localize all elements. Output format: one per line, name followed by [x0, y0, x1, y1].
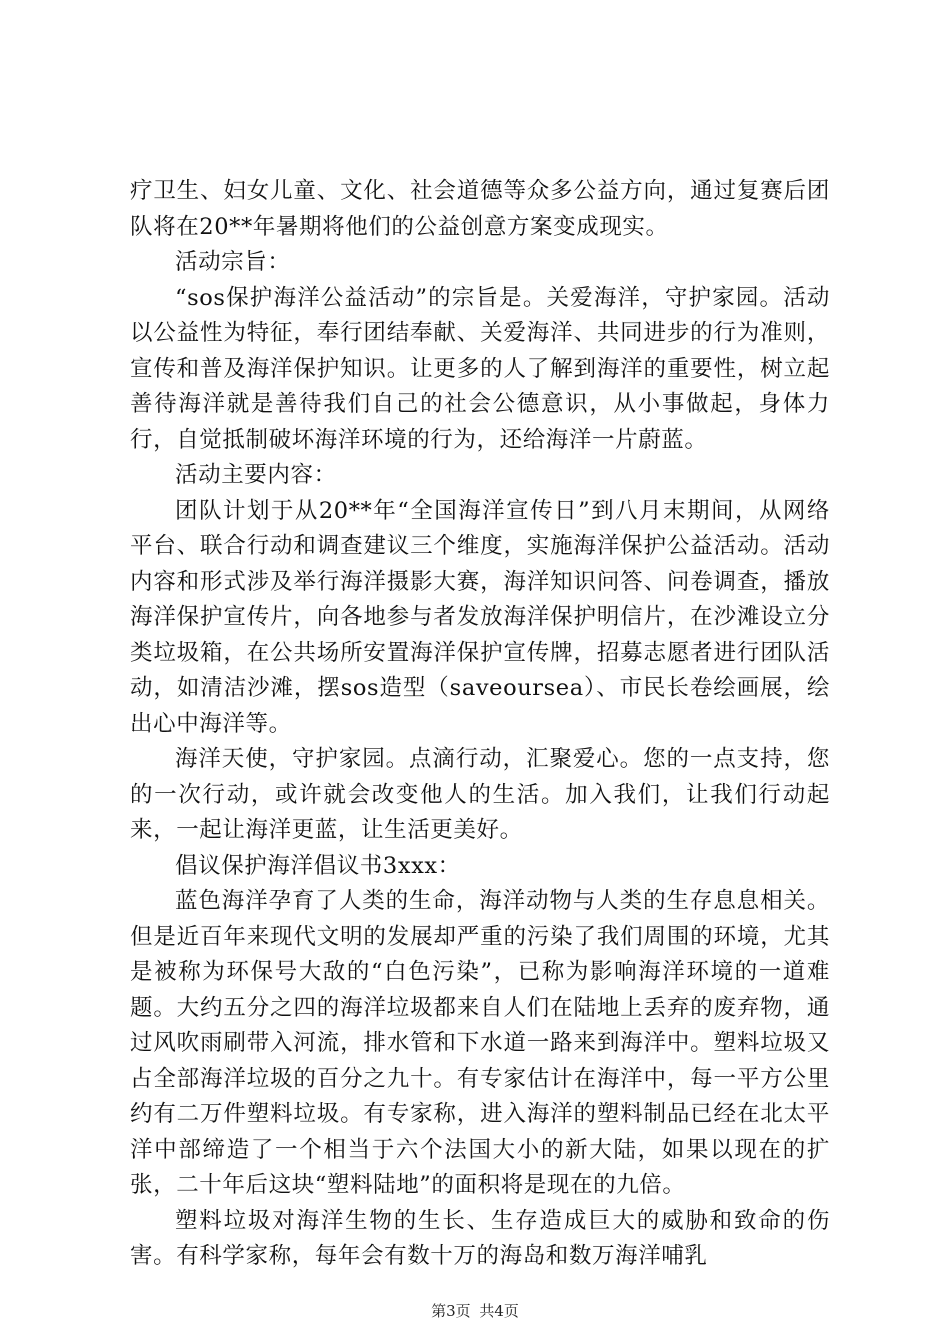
- page-number: 第3页: [431, 1302, 471, 1320]
- page-footer: [0, 1301, 950, 1321]
- paragraph-purpose: “sos保护海洋公益活动”的宗旨是。关爱海洋，守护家园。活动以公益性为特征，奉行团结奉献、关爱海洋、共同进步的行为准则，宣传和普及海洋保护知识。让更多的人了解到海洋的重要性，树立起善待海洋就是善待我们自己的社会公德意识，从小事做起，身体力行，自觉抵制破坏海洋环境的行为，还给海洋一片蔚蓝。: [130, 284, 830, 453]
- section-heading-proposal: 倡议保护海洋倡议书3xxx：: [175, 852, 461, 879]
- section-heading-purpose: 活动宗旨：: [175, 249, 291, 275]
- page-total: 共4页: [479, 1302, 519, 1320]
- document-body: [130, 174, 830, 1275]
- paragraph-1: 疗卫生、妇女儿童、文化、社会道德等众多公益方向，通过复赛后团队将在20**年暑期将他们的公益创意方案变成现实。: [130, 178, 830, 240]
- paragraph-pollution: 蓝色海洋孕育了人类的生命，海洋动物与人类的生存息息相关。但是近百年来现代文明的发展却严重的污染了我们周围的环境，尤其是被称为环保号大敌的“白色污染”，已称为影响海洋环境的一道难题。大约五分之四的海洋垃圾都来自人们在陆地上丢弃的废弃物，通过风吹雨刷带入河流，排水管和下水道一路来到海洋中。塑料垃圾又占全部海洋垃圾的百分之九十。有专家估计在海洋中，每一平方公里约有二万件塑料垃圾。有专家称，进入海洋的塑料制品已经在北太平洋中部缔造了一个相当于六个法国大小的新大陆，如果以现在的扩张，二十年后这块“塑料陆地”的面积将是现在的九倍。: [130, 888, 830, 1198]
- section-heading-content: 活动主要内容：: [175, 462, 337, 488]
- paragraph-content: 团队计划于从20**年“全国海洋宣传日”到八月末期间，从网络平台、联合行动和调查建议三个维度，实施海洋保护公益活动。活动内容和形式涉及举行海洋摄影大赛，海洋知识问答、问卷调查，播放海洋保护宣传片，向各地参与者发放海洋保护明信片，在沙滩设立分类垃圾箱，在公共场所安置海洋保护宣传牌，招募志愿者进行团队活动，如清洁沙滩，摆sos造型（saveoursea）、市民长卷绘画展，绘出心中海洋等。: [130, 497, 830, 737]
- paragraph-slogan: 海洋天使，守护家园。点滴行动，汇聚爱心。您的一点支持，您的一次行动，或许就会改变他人的生活。加入我们，让我们行动起来，一起让海洋更蓝，让生活更美好。: [130, 746, 830, 843]
- paragraph-harm: 塑料垃圾对海洋生物的生长、生存造成巨大的威胁和致命的伤害。有科学家称，每年会有数十万的海岛和数万海洋哺乳: [130, 1207, 830, 1269]
